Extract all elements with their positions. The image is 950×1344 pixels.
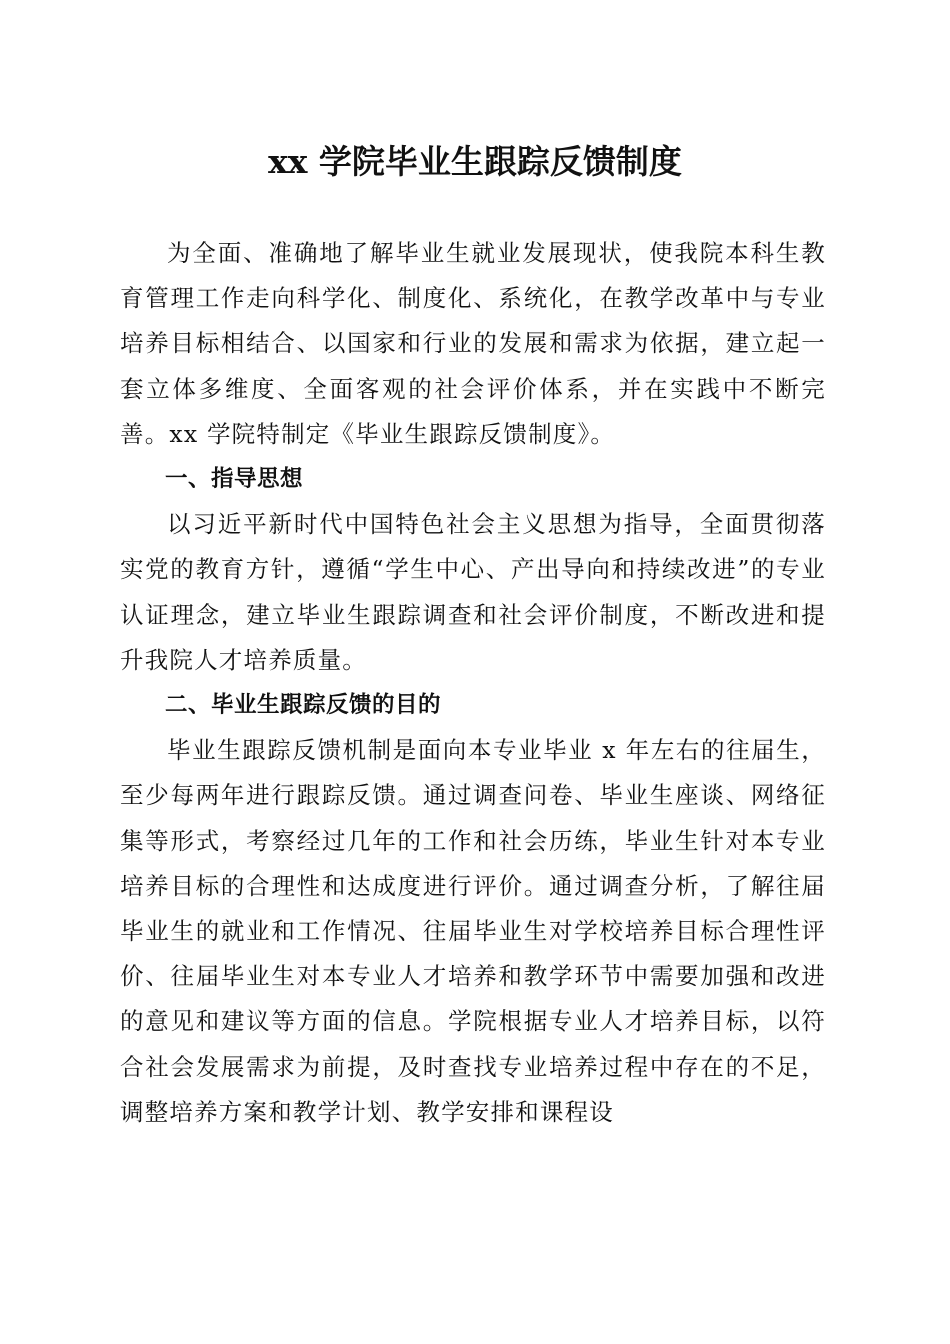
intro-paragraph: 为全面、准确地了解毕业生就业发展现状，使我院本科生教育管理工作走向科学化、制度化、系统化，在教学改革中与专业培养目标相结合、以国家和行业的发展和需求为依据，建立起一套立体多维度、全面客观的社会评价体系，并在实践中不断完善。xx 学院特制定《毕业生跟踪反馈制度》。 — [120, 239, 826, 448]
section-heading-purpose: 二、毕业生跟踪反馈的目的 — [165, 692, 442, 719]
section-heading-guiding-ideology: 一、指导思想 — [165, 466, 304, 493]
section-paragraph-guiding-ideology: 以习近平新时代中国特色社会主义思想为指导，全面贯彻落实党的教育方针，遵循“学生中心、产出导向和持续改进”的专业认证理念，建立毕业生跟踪调查和社会评价制度，不断改进和提升我院人才培养质量。 — [120, 510, 826, 674]
section-paragraph-purpose: 毕业生跟踪反馈机制是面向本专业毕业 x 年左右的往届生，至少每两年进行跟踪反馈。通过调查问卷、毕业生座谈、网络征集等形式，考察经过几年的工作和社会历练，毕业生针对本专业培养目标的合理性和达成度进行评价。通过调查分析，了解往届毕业生的就业和工作情况、往届毕业生对学校培养目标合理性评价、往届毕业生对本专业人才培养和教学环节中需要加强和改进的意见和建议等方面的信息。学院根据专业人才培养目标，以符合社会发展需求为前提，及时查找专业培养过程中存在的不足，调整培养方案和教学计划、教学安排和课程设 — [120, 736, 826, 1126]
document-title: xx 学院毕业生跟踪反馈制度 — [268, 142, 682, 181]
document-body — [120, 231, 826, 1135]
